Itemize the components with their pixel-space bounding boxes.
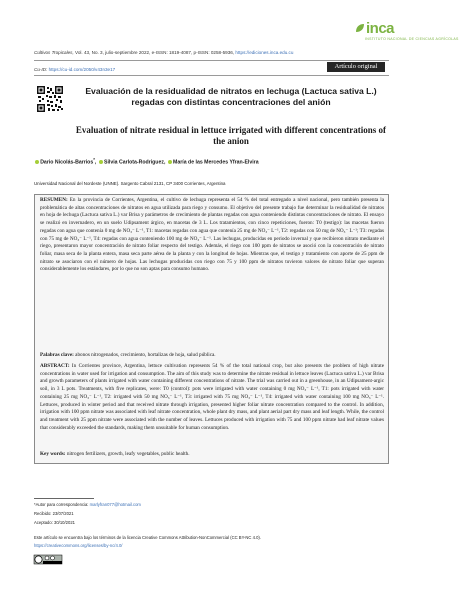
received-date: Recibido: 23/07/2021: [34, 511, 74, 516]
leaf-icon: [355, 23, 365, 33]
abstract-paragraph: [40, 363, 384, 432]
license-text: Este artículo se encuentra bajo los términos de la licencia Creative Commons Attribution-NonCommercial (CC BY-NC 4.0).: [34, 535, 261, 540]
orcid-icon[interactable]: [168, 160, 172, 164]
abstract-label: ABSTRACT:: [40, 363, 70, 369]
journal-url-link[interactable]: https://ediciones.inca.edu.cu: [235, 50, 294, 55]
keywords-label: Key words:: [40, 451, 66, 457]
cc-license-icon[interactable]: [34, 555, 62, 564]
keywords-paragraph: [40, 451, 384, 459]
qr-code-icon[interactable]: [37, 86, 63, 112]
doi-line: [34, 67, 115, 72]
journal-name: Cultivos Tropicales,: [34, 50, 74, 55]
logo-subtitle: INSTITUTO NACIONAL DE CIENCIAS AGRÍCOLAS: [365, 37, 459, 41]
author-name: Dario Nicolás-Barrios: [40, 159, 94, 166]
abstract-text: In Corrientes province, Argentina, lettuce cultivation represents 54 % of the total national crop, but also presents the problem of high nitrate concentrations in water used for irrigation and consumption. The aim of this study was to determine the nitrate residual in lettuce leaves (Lactuca sativa L.) var Brisa and growth parameters of plants irrigated with water containing different concentrations of nitrate. The trial was carried out in a greenhouse, in an Udipsament-argic soil, in 3 L pots. Treatments, with five replicates, were: T0 (control): pots were irrigated with water containing 0 mg NO₃⁻ L⁻¹, T1: pots irrigated with water containing 25 mg NO₃⁻ L⁻¹, T2: irrigated with 50 mg NO₃⁻ L⁻¹, T3: irrigated with 75 mg NO₃⁻ L⁻¹, T4: irrigated with water containing 100 mg NO₃⁻ L⁻¹. Lettuces, produced in winter period and that received nitrate through irrigation, presented higher foliar nitrate concentration compared to the control. In addition, irrigation with 100 ppm nitrate was associated with leaf nitrate concentration, whole plant dry mass, and plant aerial part dry mass and leaf length. While, the control and treatment with 25 ppm nitrate were associated with the number of leaves. Lettuces produced with irrigation with 75 and 100 ppm nitrate had leaf nitrate values that considerably exceeded the standards, making them unsuitable for human consumption.: [40, 363, 384, 431]
resumen-text: En la provincia de Corrientes, Argentina, el cultivo de lechuga representa el 54 % del total entregado a nivel nacional, pero también presenta la problemática de altas concentraciones de nitratos en agua utilizada para riego y consumo. El objetivo del presente trabajo fue determinar la residualidad de nitratos en hoja de lechuga (Lactuca sativa L.) var Brisa y parámetros de crecimiento de plantas regadas con agua conteniendo distintas concentraciones de nitrato. El ensayo se realizó en invernadero, en un suelo Udipsament árgico, en macetas de 3 L. Los tratamientos, con cinco repeticiones, fueron: T0 (testigo): las macetas fueron regadas con agua que contenía 0 mg de NO₃⁻ L⁻¹, T1: macetas regadas con agua que contenía 25 mg de NO₃⁻ L⁻¹, T2: regadas con 50 mg de NO₃⁻ L⁻¹; T3: regadas con 75 mg de NO₃⁻ L⁻¹, T4: regadas con agua conteniendo 100 mg de NO₃⁻ L⁻¹. Las lechugas, producidas en periodo invernal y que recibieron nitrato mediante el riego, presentaron mayor concentración de nitrato foliar respecto del testigo. Además, el riego con 100 ppm de nitratos se asoció con la concentración de nitrato foliar, masa seca de la planta entera, masa seca parte aérea de la planta y con la longitud de hojas. Mientras que, el testigo y tratamiento con aporte de 25 ppm de nitrato se asociaron con el número de hojas. Las lechugas producidas con riego con 75 y 100 ppm de nitratos tuvieron valores de nitrato foliar que superan considerablemente los estándares, por lo que no son aptas para consumo humano.: [40, 197, 384, 273]
keywords-text: nitrogen fertilizers, growth, leafy vegetables, public health.: [65, 451, 190, 457]
accepted-date: Aceptado: 30/10/2021: [34, 520, 75, 525]
orcid-icon[interactable]: [99, 160, 103, 164]
author-name: María de las Mercedes Yfran-Elvira: [173, 159, 259, 166]
doi-label: Cu-ID:: [34, 67, 49, 72]
spanish-title: Evaluación de la residualidad de nitratos en lechuga (Lactuca sativa L.) regadas con distintas concentraciones del anión: [85, 86, 377, 108]
license-url-line: [34, 543, 122, 548]
correspondence-label: *Autor para correspondencia:: [34, 502, 90, 507]
resumen-label: RESUMEN:: [40, 197, 68, 203]
doi-divider: [34, 75, 389, 76]
resumen-paragraph: [40, 197, 384, 274]
palabras-clave-paragraph: [40, 352, 384, 360]
journal-details: Vol. 43, No. 3, julio-septiembre 2022, e-ISSN: 1819-4087, p-ISSN: 0258-5936,: [73, 50, 236, 55]
footnote-divider: [34, 498, 94, 499]
english-title: Evaluation of nitrate residual in lettuce irrigated with different concentrations of the anion: [75, 125, 387, 147]
palabras-clave-text: abonos nitrogenados, crecimiento, hortalizas de hoja, salud pública.: [73, 352, 216, 358]
correspondence-footnote: [34, 502, 141, 507]
article-type-badge: Artículo original: [327, 62, 385, 72]
doi-link[interactable]: https://cu-id.com/2050/v43n3e17: [48, 67, 116, 72]
affiliation: Universidad Nacional del Nordeste (UNNE). Sargento Cabral 2131, CP 3400 Corrientes, Argentina: [34, 181, 226, 186]
author-name: Silvia Carlota-Rodriguez: [104, 159, 164, 166]
correspondence-email-link[interactable]: marlyfran077@hotmail.com: [89, 502, 141, 507]
author-list: Dario Nicolás-Barrios*, Silvia Carlota-Rodriguez, María de las Mercedes Yfran-Elvira: [34, 157, 394, 166]
logo-word: inca: [366, 20, 395, 37]
palabras-clave-label: Palabras clave:: [40, 352, 74, 358]
journal-logo: [355, 20, 459, 50]
journal-citation: [34, 50, 293, 55]
orcid-icon[interactable]: [35, 160, 39, 164]
header-divider: [34, 60, 389, 61]
license-link[interactable]: https://creativecommons.org/licenses/by-nc/4.0/: [34, 543, 123, 548]
